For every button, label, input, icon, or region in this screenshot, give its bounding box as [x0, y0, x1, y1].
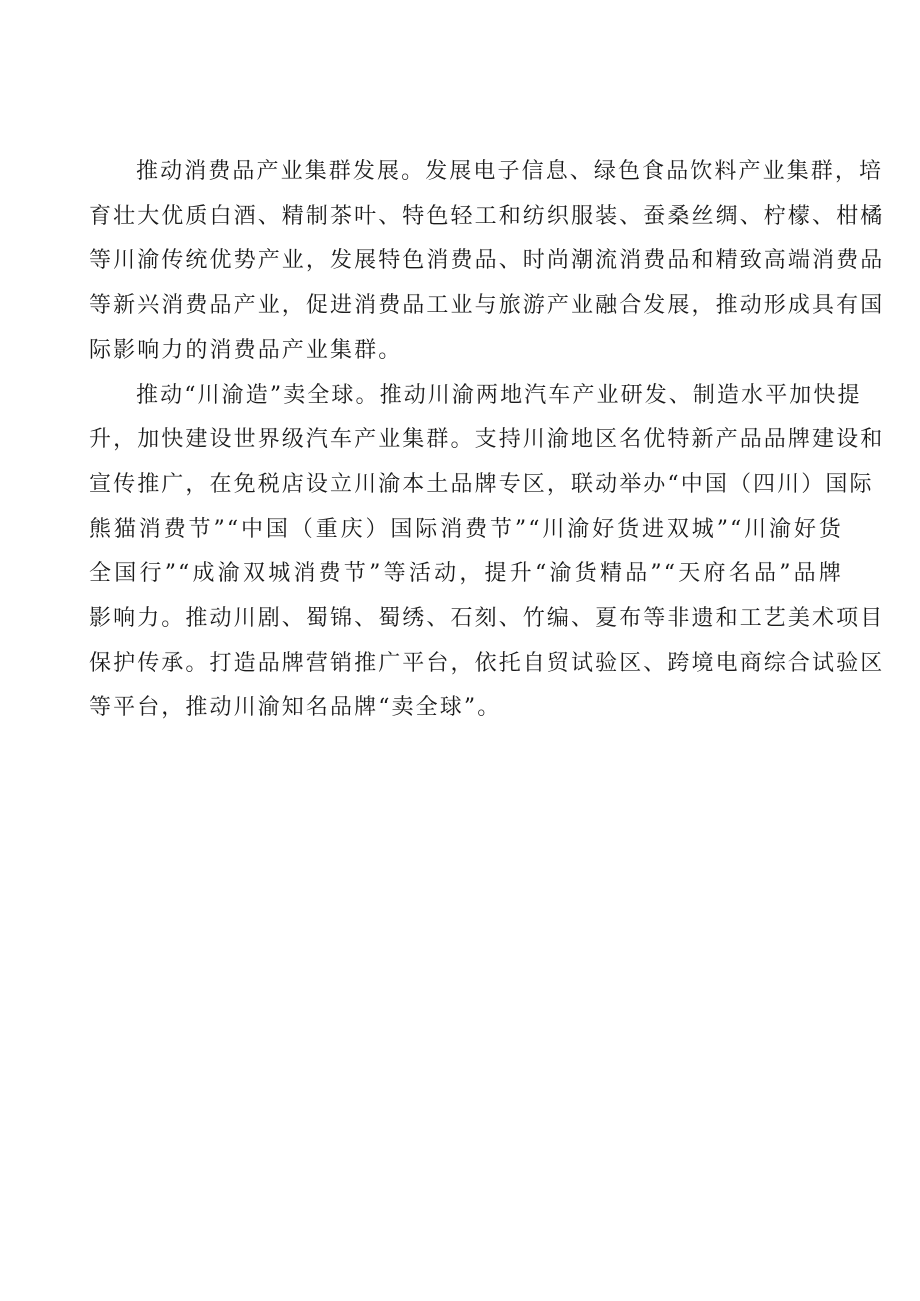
paragraph-line: 推动消费品产业集群发展。发展电子信息、绿色食品饮料产业集群，培: [136, 159, 884, 184]
paragraph-line: 等平台，推动川渝知名品牌“卖全球”。: [89, 695, 502, 721]
document-body: [89, 150, 885, 731]
paragraph-line: 熊猫消费节”“中国（重庆）国际消费节”“川渝好货进双城”“川渝好货: [89, 516, 843, 542]
paragraph-line: 宣传推广，在免税店设立川渝本土品牌专区，联动举办“中国（四川）国际: [89, 471, 874, 497]
paragraph-line: 全国行”“成渝双城消费节”等活动，提升“渝货精品”“天府名品”品牌: [89, 561, 843, 587]
paragraph-chuanyu-made-global: [89, 374, 885, 732]
paragraph-line: 推动“川渝造”卖全球。推动川渝两地汽车产业研发、制造水平加快提: [136, 382, 862, 408]
paragraph-line: 际影响力的消费品产业集群。: [89, 337, 403, 363]
paragraph-line: 育壮大优质白酒、精制茶叶、特色轻工和纺织服装、蚕桑丝绸、柠檬、柑橘: [89, 203, 885, 229]
paragraph-line: 保护传承。打造品牌营销推广平台，依托自贸试验区、跨境电商综合试验区: [89, 650, 885, 676]
paragraph-line: 升，加快建设世界级汽车产业集群。支持川渝地区名优特新产品品牌建设和: [89, 427, 885, 453]
paragraph-consumer-goods-cluster: [89, 150, 885, 374]
paragraph-line: 影响力。推动川剧、蜀锦、蜀绣、石刻、竹编、夏布等非遗和工艺美术项目: [89, 606, 885, 632]
paragraph-line: 等新兴消费品产业，促进消费品工业与旅游产业融合发展，推动形成具有国: [89, 293, 885, 319]
paragraph-line: 等川渝传统优势产业，发展特色消费品、时尚潮流消费品和精致高端消费品: [89, 248, 885, 274]
